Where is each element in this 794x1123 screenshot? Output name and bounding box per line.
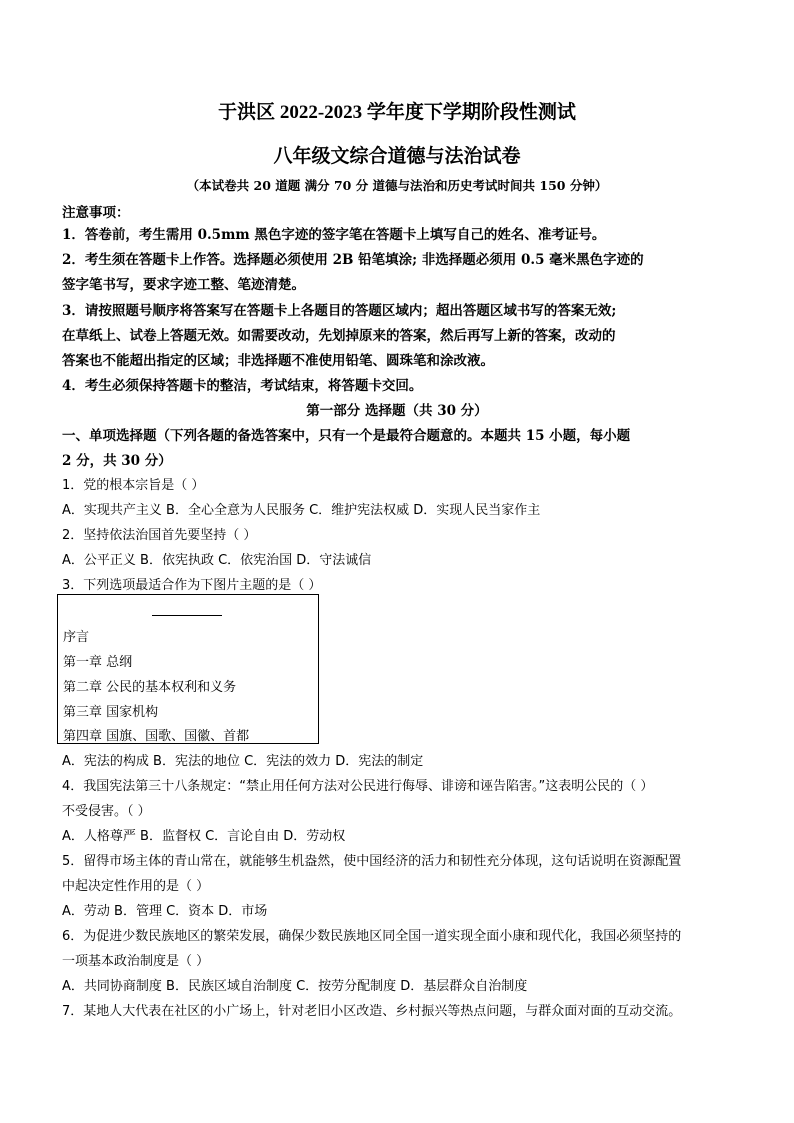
box-line-chapter-1: 第一章 总纲 xyxy=(63,655,133,670)
box-line-preface: 序言 xyxy=(63,630,90,645)
question-1: 1．党的根本宗旨是（ ） xyxy=(62,478,205,493)
section-instruction-1: 一、单项选择题（下列各题的备选答案中，只有一个是最符合题意的。本题共 15 小题，每小题 xyxy=(62,428,631,444)
notes-line-5: 在草纸上、试卷上答题无效。如需要改动，先划掉原来的答案，然后再写上新的答案，改动的 xyxy=(62,328,616,344)
question-4-options: A．人格尊严 B．监督权 C．言论自由 D．劳动权 xyxy=(62,829,346,844)
question-6-cont: 一项基本政治制度是（ ） xyxy=(62,954,210,969)
question-5: 5．留得市场主体的青山常在，就能够生机盎然，使中国经济的活力和韧性充分体现，这句话说明在资源配置 xyxy=(62,854,682,869)
question-4-cont: 不受侵害。（ ） xyxy=(62,804,151,819)
question-7: 7．某地人大代表在社区的小广场上，针对老旧小区改造、乡村振兴等热点问题，与群众面对面的互动交流。 xyxy=(62,1004,682,1019)
exam-title-line2: 八年级文综合道德与法治试卷 xyxy=(273,146,521,167)
question-4: 4．我国宪法第三十八条规定：“禁止用任何方法对公民进行侮辱、诽谤和诬告陷害。”这表明公民的（ ） xyxy=(62,779,654,794)
question-5-options: A．劳动 B．管理 C．资本 D．市场 xyxy=(62,904,268,919)
box-title-blank-line xyxy=(152,615,222,616)
question-3: 3．下列选项最适合作为下图片主题的是（ ） xyxy=(62,578,322,593)
notes-line-6: 答案也不能超出指定的区域；非选择题不准使用铅笔、圆珠笔和涂改液。 xyxy=(62,353,494,369)
section-instruction-2: 2 分，共 30 分） xyxy=(62,453,172,469)
notes-line-1: 1．答卷前，考生需用 0.5mm 黑色字迹的签字笔在答题卡上填写自己的姓名、准考证号。 xyxy=(62,227,606,243)
notes-line-2: 2．考生须在答题卡上作答。选择题必须使用 2B 铅笔填涂; 非选择题必须用 0.5 毫米黑色字迹的 xyxy=(62,252,644,268)
question-5-cont: 中起决定性作用的是（ ） xyxy=(62,879,210,894)
notes-line-4: 3．请按照题号顺序将答案写在答题卡上各题目的答题区域内；超出答题区域书写的答案无效; xyxy=(62,303,617,319)
box-line-chapter-2: 第二章 公民的基本权利和义务 xyxy=(63,680,237,695)
notes-line-3: 签字笔书写，要求字迹工整、笔迹清楚。 xyxy=(62,277,305,293)
exam-title-line1: 于洪区 2022-2023 学年度下学期阶段性测试 xyxy=(218,102,576,123)
exam-subtitle: （本试卷共 20 道题 满分 70 分 道德与法治和历史考试时间共 150 分钟） xyxy=(186,178,608,193)
question-2-options: A．公平正义 B．依宪执政 C．依宪治国 D．守法诚信 xyxy=(62,553,372,568)
question-3-options: A．宪法的构成 B．宪法的地位 C．宪法的效力 D．宪法的制定 xyxy=(62,754,424,769)
question-6-options: A．共同协商制度 B．民族区域自治制度 C．按劳分配制度 D．基层群众自治制度 xyxy=(62,979,528,994)
question-6: 6．为促进少数民族地区的繁荣发展，确保少数民族地区同全国一道实现全面小康和现代化，我国必须坚持的 xyxy=(62,929,682,944)
box-line-chapter-4: 第四章 国旗、国歌、国徽、首都 xyxy=(63,729,250,744)
notes-heading: 注意事项： xyxy=(62,205,130,221)
notes-line-7: 4．考生必须保持答题卡的整洁，考试结束，将答题卡交回。 xyxy=(62,378,423,394)
section-title: 第一部分 选择题（共 30 分） xyxy=(306,403,488,419)
box-line-chapter-3: 第三章 国家机构 xyxy=(63,705,159,720)
question-1-options: A．实现共产主义 B．全心全意为人民服务 C．维护宪法权威 D．实现人民当家作主 xyxy=(62,503,541,518)
question-2: 2．坚持依法治国首先要坚持（ ） xyxy=(62,528,257,543)
